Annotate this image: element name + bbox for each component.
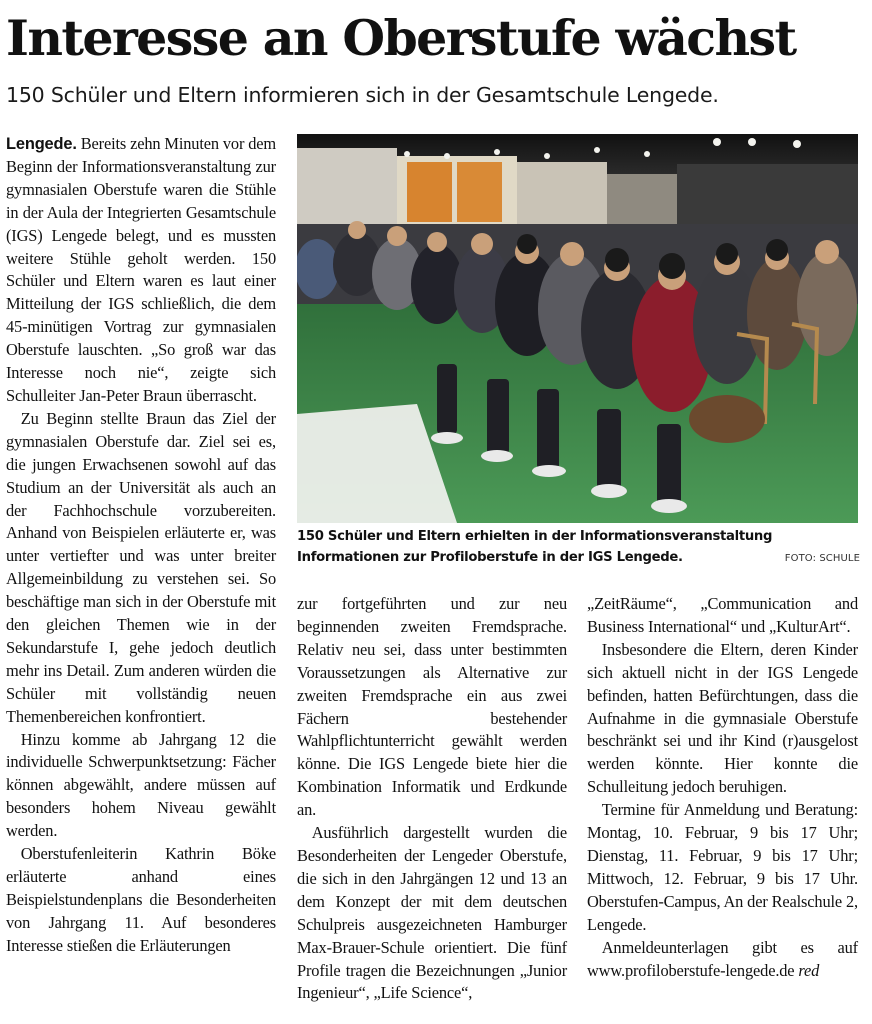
paragraph-6: Ausführlich dargestellt wurden die Besonderheiten der Lengeder Oberstufe, die sich in den Jahrgängen 12 und 13 an dem Konzept der mit dem deutschen Schulpreis ausgezeichneten Hamburger Max-Brauer-Schule orientiert. Die fünf Profile tragen die Bezeichnungen „Junior Ingenieur“, „Life Science“, (297, 823, 567, 1003)
paragraph-2: Zu Beginn stellte Braun das Ziel der gymnasialen Oberstufe dar. Ziel sei es, die jungen Erwachsenen sowohl auf das Studium an der Universität als auch an der Fachhochschule vorzubereiten. Anhand von Beispielen erläuterte er, was unter vertiefter und was unter breiter Allgemeinbildung zu verstehen sei. So beschäftige man sich in der Oberstufe mit den gleichen Themen wie in der Sekundarstufe I, gehe jedoch deutlich mehr ins Detail. Zum anderen würden die Schüler mit vollständig neuen Themenbereichen konfrontiert. (6, 408, 276, 726)
paragraph-5: zur fortgeführten und zur neu beginnenden zweiten Fremdsprache. Relativ neu sei, dass unter bestimmten Voraussetzungen als Alternative zur zweiten Fremdsprache ein aus zwei Fächern bestehender Wahlpflichtunterricht gewählt werden könne. Die IGS Lengede biete hier die Kombination Informatik und Erdkunde an. (297, 594, 567, 820)
paragraph-9: Termine für Anmeldung und Beratung: Montag, 10. Februar, 9 bis 17 Uhr; Dienstag, 11. Februar, 9 bis 17 Uhr; Mittwoch, 12. Februar, 9 bis 17 Uhr. Oberstufen-Campus, An der Realschule 2, Lengede. (587, 800, 858, 934)
article-column-2 (297, 593, 567, 1005)
paragraph-3: Hinzu komme ab Jahrgang 12 die individuelle Schwerpunktsetzung: Fächer können abgewählt, andere müssen auf besonders hohem Niveau gewählt werden. (6, 729, 276, 841)
photo-credit: FOTO: SCHULE (784, 553, 860, 564)
audience-photo-illustration (297, 134, 858, 523)
caption-text: 150 Schüler und Eltern erhielten in der Informationsveranstaltung Informationen zur Profiloberstufe in der IGS Lengede. (297, 529, 773, 565)
article-subheadline: 150 Schüler und Eltern informieren sich in der Gesamtschule Lengede. (6, 83, 719, 107)
photo-caption (297, 526, 860, 569)
website-link[interactable]: Anmeldeunterlagen gibt es auf www.profiloberstufe-lengede.de (587, 937, 858, 980)
author-signature: red (798, 960, 820, 980)
article-column-3 (587, 593, 858, 982)
article-headline: Interesse an Oberstufe wächst (6, 9, 796, 67)
paragraph-1: Lengede. Bereits zehn Minuten vor dem Beginn der Informationsveranstaltung zur gymnasialen Oberstufe waren die Stühle in der Aula der Integrierten Gesamtschule (IGS) Lengede belegt, und es mussten weitere Stühle geholt werden. 150 Schüler und Eltern waren es laut einer Mitteilung der IGS schließlich, die dem 45-minütigen Vortrag zur gymnasialen Oberstufe lauschten. „So groß war das Interesse noch nie“, zeigte sich Schulleiter Jan-Peter Braun überrascht. (6, 134, 277, 405)
dateline: Lengede. (6, 135, 77, 153)
paragraph-4: Oberstufenleiterin Kathrin Böke erläuterte anhand eines Beispielstundenplans die Besonderheiten von Jahrgang 11. Auf besonderes Interesse stießen die Erläuterungen (6, 844, 276, 955)
paragraph-8: Insbesondere die Eltern, deren Kinder sich aktuell nicht in der IGS Lengede befinden, hatten Befürchtungen, dass die Aufnahme in die gymnasiale Oberstufe beschränkt sei und ihr Kind (r)ausgelost werden könnte. Hier konnte die Schulleitung jedoch beruhigen. (587, 639, 858, 797)
paragraph-10 (587, 937, 858, 983)
article-column-1 (6, 133, 276, 958)
article-photo (297, 134, 858, 523)
paragraph-7: „ZeitRäume“, „Communication and Business International“ und „KulturArt“. (587, 594, 858, 636)
